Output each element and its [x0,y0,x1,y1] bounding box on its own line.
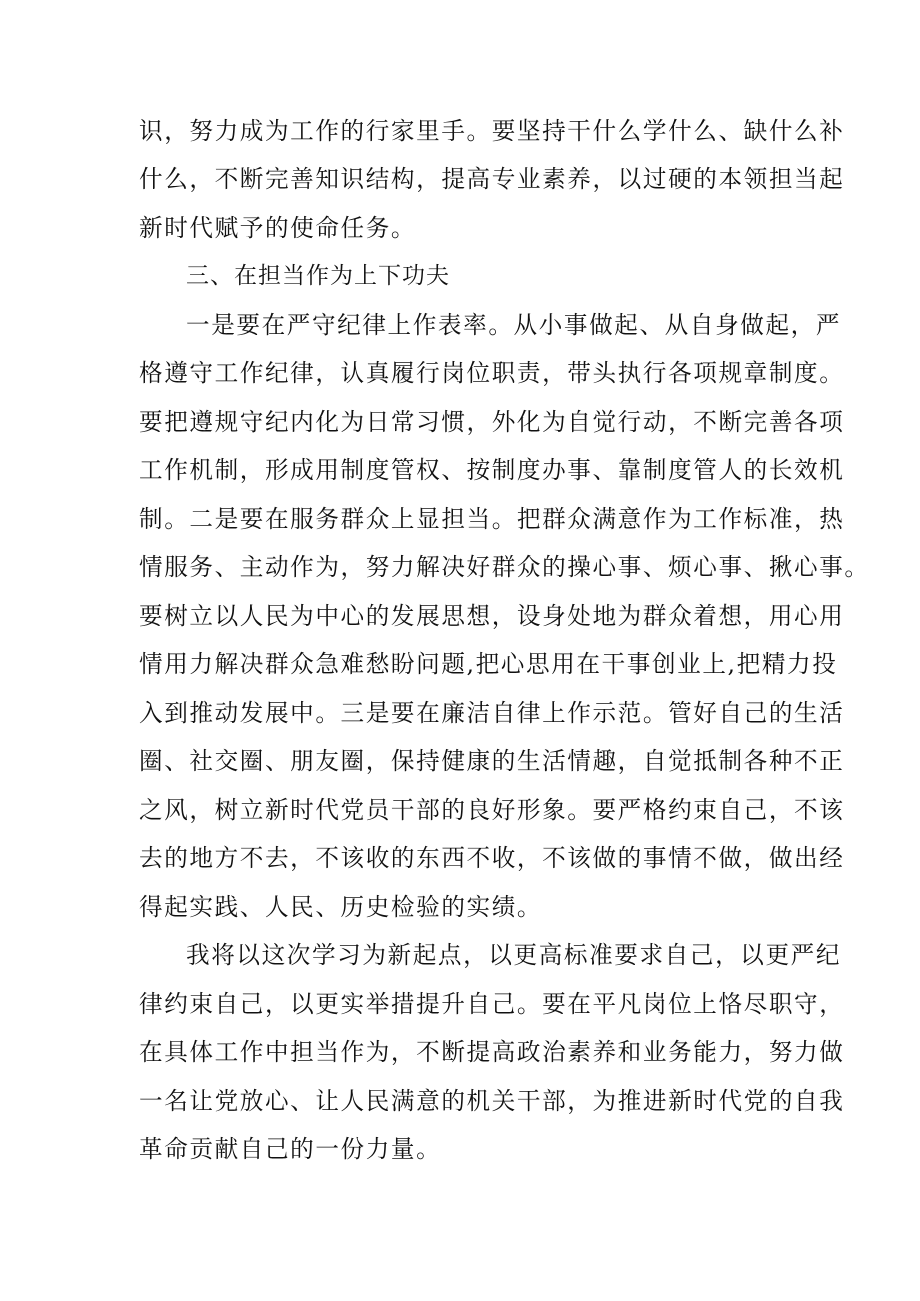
paragraph-2-line-11: 之风，树立新时代党员干部的良好形象。要严格约束自己，不该 [139,796,845,824]
paragraph-2-line-6: 情服务、主动作为，努力解决好群众的操心事、烦心事、揪心事。 [139,553,870,581]
paragraph-2-line-8: 情用力解决群众急难愁盼问题,把心思用在干事创业上,把精力投 [139,650,838,678]
paragraph-1-line-1: 识，努力成为工作的行家里手。要坚持干什么学什么、缺什么补 [139,117,845,145]
paragraph-1-line-3: 新时代赋予的使命任务。 [139,214,417,242]
paragraph-3-line-5: 革命贡献自己的一份力量。 [139,1135,442,1163]
paragraph-2-line-12: 去的地方不去，不该收的东西不收，不该做的事情不做，做出经 [139,844,845,872]
paragraph-2-line-5: 制。二是要在服务群众上显担当。把群众满意作为工作标准，热 [139,505,845,533]
paragraph-2-line-4: 工作机制，形成用制度管权、按制度办事、靠制度管人的长效机 [139,456,845,484]
paragraph-1-line-2: 什么，不断完善知识结构，提高专业素养，以过硬的本领担当起 [139,165,845,193]
paragraph-2-line-2: 格遵守工作纪律，认真履行岗位职责，带头执行各项规章制度。 [139,359,845,387]
paragraph-3-line-4: 一名让党放心、让人民满意的机关干部，为推进新时代党的自我 [139,1087,845,1115]
paragraph-3-line-1: 我将以这次学习为新起点，以更高标准要求自己，以更严纪 [186,941,842,969]
paragraph-2-line-10: 圈、社交圈、朋友圈，保持健康的生活情趣，自觉抵制各种不正 [139,747,845,775]
paragraph-2-line-13: 得起实践、人民、历史检验的实绩。 [139,893,543,921]
paragraph-2-line-9: 入到推动发展中。三是要在廉洁自律上作示范。管好自己的生活 [139,699,845,727]
paragraph-3-line-3: 在具体工作中担当作为，不断提高政治素养和业务能力，努力做 [139,1038,845,1066]
paragraph-2-line-7: 要树立以人民为中心的发展思想，设身处地为群众着想，用心用 [139,602,845,630]
paragraph-2-line-3: 要把遵规守纪内化为日常习惯，外化为自觉行动，不断完善各项 [139,408,845,436]
paragraph-3-line-2: 律约束自己，以更实举措提升自己。要在平凡岗位上恪尽职守， [139,990,845,1018]
section-heading: 三、在担当作为上下功夫 [186,263,450,289]
paragraph-2-line-1: 一是要在严守纪律上作表率。从小事做起、从自身做起，严 [186,311,842,339]
